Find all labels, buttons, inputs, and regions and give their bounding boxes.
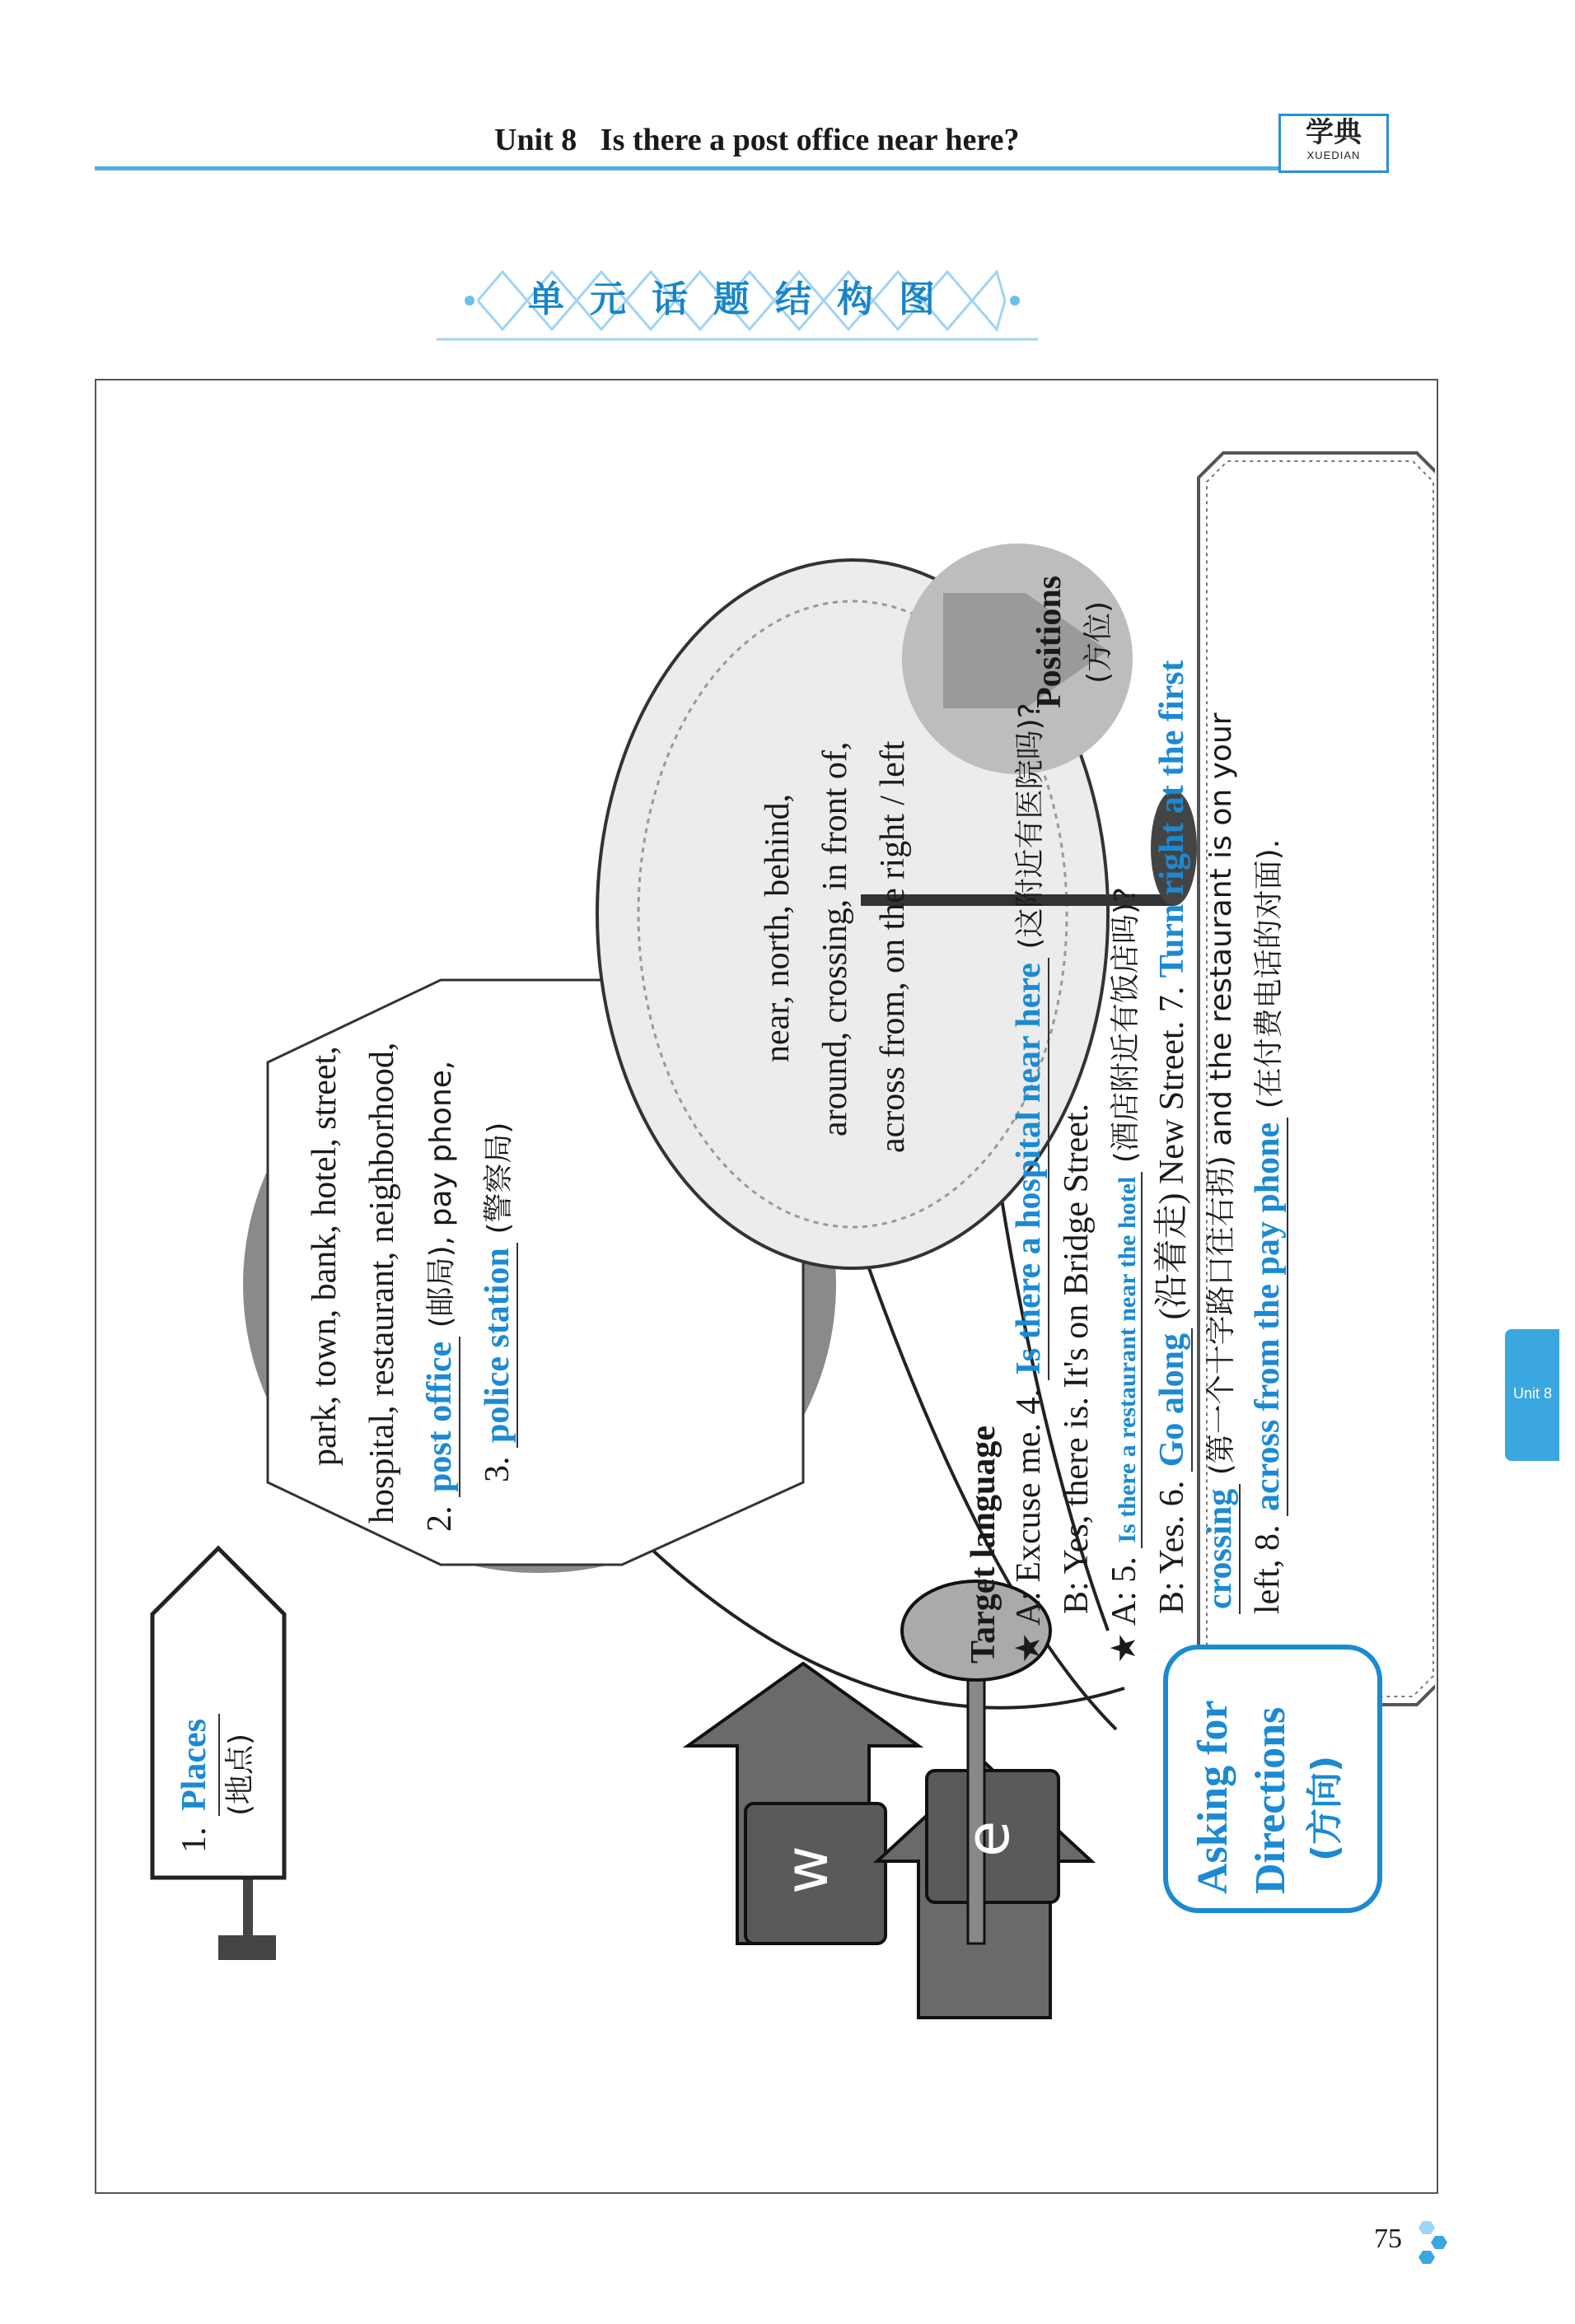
places-item-3-tail: (警察局) (482, 1122, 516, 1234)
places-item-2 (416, 1061, 465, 1532)
banner-title (445, 260, 1038, 341)
target-l1-post: (这附近有医院吗)? (1013, 702, 1047, 950)
target-line-4 (1148, 660, 1196, 1614)
places-list-line: park, town, bank, hotel, street, (306, 1046, 344, 1466)
target-l4-pre: B: Yes. 6. (1153, 1480, 1191, 1614)
logo-sub-text: XUEDIAN (1306, 149, 1361, 161)
positions-zh-label: (方位) (1082, 600, 1115, 684)
places-item-3-answer: police station (479, 1243, 518, 1448)
target-l5-answer: crossing (1201, 1484, 1241, 1614)
target-line-1 (1005, 702, 1054, 1664)
banner-char: 元 (590, 278, 626, 320)
banner-char: 题 (713, 278, 750, 320)
page-header-title: Unit 8 Is there a post office near here? (494, 123, 1020, 157)
target-l5-post: (第一个十字路口往右拐) and the restaurant is on your (1204, 712, 1238, 1476)
star-icon: ★ (1105, 1626, 1143, 1664)
publisher-logo (1278, 114, 1389, 173)
page-number: 75 (1374, 2224, 1402, 2254)
unit-side-tab-label: Unit 8 (1513, 1385, 1553, 1402)
places-item-3 (474, 1122, 523, 1482)
banner-char: 构 (837, 278, 873, 320)
banner-char: 话 (652, 278, 688, 320)
header-rule (95, 166, 1289, 170)
places-item-2-num: 2. (421, 1505, 459, 1532)
signpost-letter: w (772, 1846, 841, 1894)
places-answer: Places (171, 1714, 220, 1816)
target-line-2: B: Yes, there is. It's on Bridge Street. (1058, 1103, 1096, 1614)
banner-char: 结 (775, 278, 811, 320)
target-line-3 (1101, 887, 1152, 1664)
signpost-letter: e (953, 1820, 1022, 1857)
target-l4-answer-2: Turn right at the first (1153, 660, 1191, 978)
mind-map (95, 379, 1435, 2191)
places-item-2-answer: post office (421, 1337, 460, 1497)
positions-cloud-line: near, north, behind, (759, 793, 797, 1062)
target-l6-pre: left, 8. (1249, 1524, 1287, 1614)
unit-side-tab (1505, 1329, 1559, 1461)
places-item-2-tail: (邮局), pay phone, (424, 1060, 458, 1328)
positions-title: Positions (1031, 575, 1068, 708)
target-l3-pre: A: 5. (1105, 1556, 1143, 1626)
target-l1-answer: Is there a hospital near here (1010, 958, 1049, 1380)
center-title-line-1: Asking for (1189, 1700, 1236, 1894)
target-l6-answer: across from the pay phone (1249, 1118, 1288, 1516)
places-number: 1. (175, 1827, 213, 1853)
hexagon-decoration (1413, 2219, 1450, 2269)
target-l3-post: (酒店附近有饭店吗)? (1109, 887, 1143, 1164)
places-item-3-num: 3. (479, 1456, 516, 1482)
positions-cloud-line: across from, on the right / left (874, 740, 912, 1153)
banner-char: 单 (528, 278, 564, 320)
logo-main-text: 学典 (1306, 116, 1362, 149)
center-title-zh: (方向) (1304, 1755, 1346, 1861)
target-l3-answer: Is there a restaurant near the hotel (1114, 1172, 1143, 1548)
target-l4-answer-1: Go along (1153, 1328, 1193, 1472)
target-heading: Target language (965, 1426, 1002, 1664)
banner-char: 图 (899, 278, 935, 320)
target-l6-post: (在付费电话的对面). (1252, 838, 1286, 1109)
target-line-5 (1196, 712, 1246, 1614)
center-title-line-2: Directions (1247, 1706, 1294, 1894)
star-icon: ★ (1010, 1626, 1048, 1664)
positions-cloud-line: around, crossing, in front of, (816, 741, 854, 1136)
target-l1-pre: A: Excuse me. 4. (1010, 1388, 1048, 1626)
target-l4-mid: (沿着走) New Street. 7. (1153, 986, 1191, 1320)
target-line-6 (1244, 839, 1293, 1614)
places-zh-label: (地点) (223, 1733, 257, 1816)
places-list-line: hospital, restaurant, neighborhood, (363, 1042, 401, 1524)
